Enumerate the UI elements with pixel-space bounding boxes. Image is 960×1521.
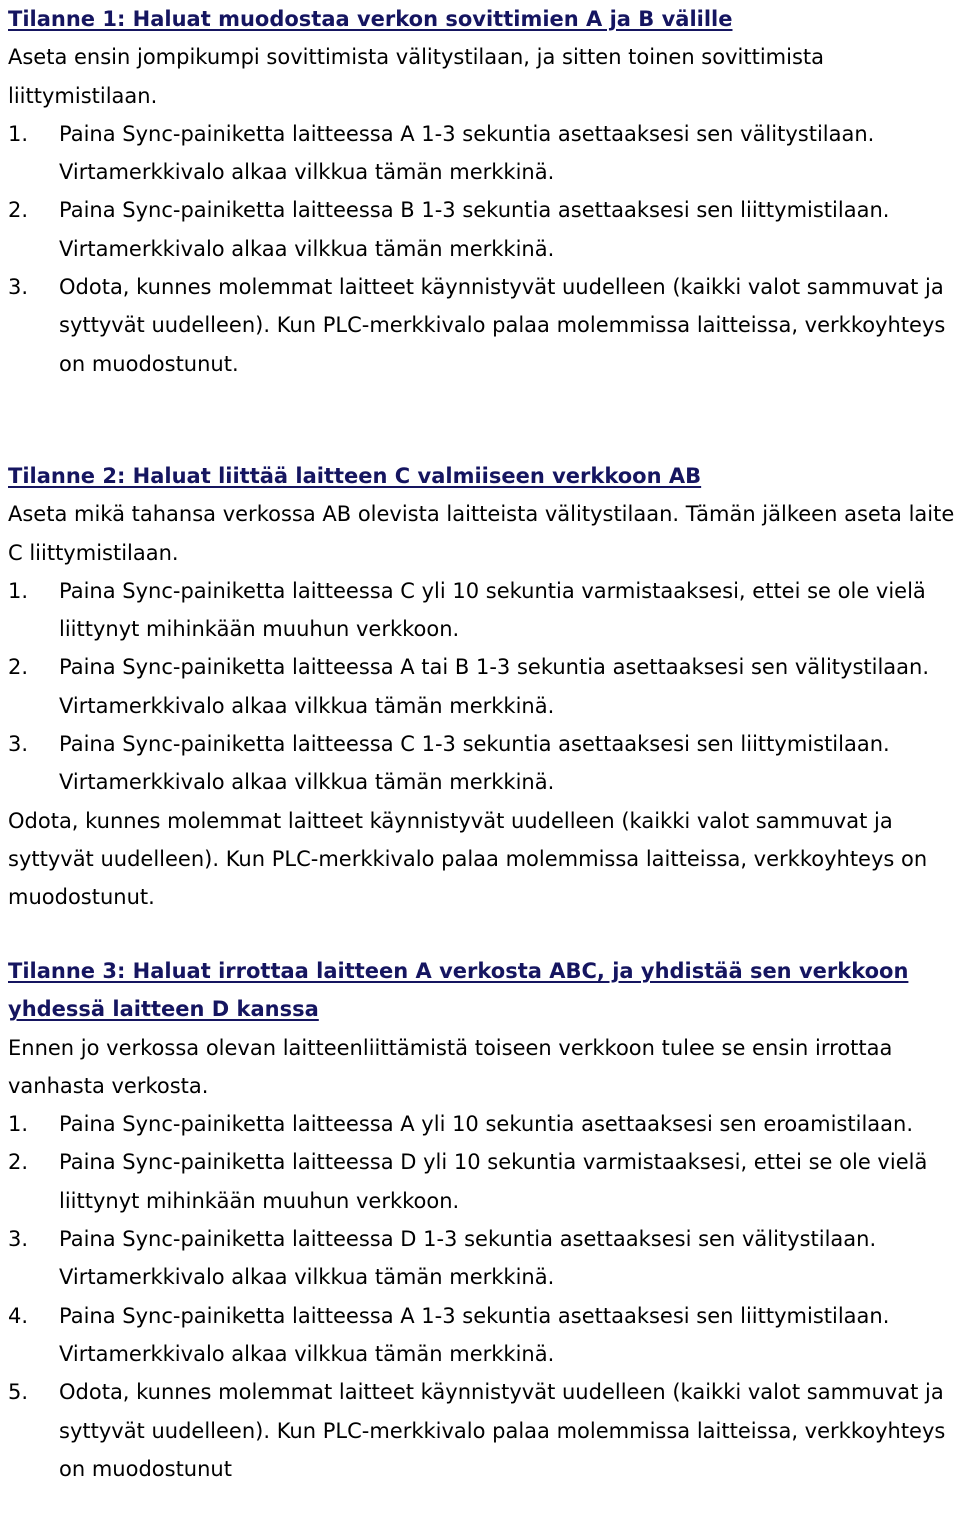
step-number: 3. (8, 275, 29, 300)
step-text: Paina Sync-painiketta laitteessa A 1-3 sekuntia asettaaksesi sen välitystilaan. Virtamerkkivalo alkaa vilkkua tämän merkkinä. (59, 121, 875, 185)
list-item (8, 572, 960, 649)
list-item (8, 1373, 960, 1488)
step-number: 3. (8, 1227, 29, 1252)
section-heading: Tilanne 2: Haluat liittää laitteen C valmiiseen verkkoon AB (8, 464, 702, 488)
section-heading: Tilanne 3: Haluat irrottaa laitteen A verkosta ABC, ja yhdistää sen verkkoon yhdessä laitteen D kanssa (8, 959, 909, 1022)
step-number: 1. (8, 121, 29, 146)
list-item (8, 725, 960, 802)
step-number: 4. (8, 1303, 29, 1328)
step-text: Paina Sync-painiketta laitteessa B 1-3 sekuntia asettaaksesi sen liittymistilaan. Virtamerkkivalo alkaa vilkkua tämän merkkinä. (59, 198, 890, 261)
step-text: Paina Sync-painiketta laitteessa D 1-3 sekuntia asettaaksesi sen välitystilaan. Virtamerkkivalo alkaa vilkkua tämän merkkinä. (59, 1227, 877, 1290)
list-item (8, 1105, 960, 1143)
list-item (8, 1220, 960, 1297)
list-item (8, 268, 960, 383)
step-number: 1. (8, 578, 29, 603)
step-text: Paina Sync-painiketta laitteessa C 1-3 sekuntia asettaaksesi sen liittymistilaan. Virtamerkkivalo alkaa vilkkua tämän merkkinä. (59, 732, 890, 795)
section-outro: Odota, kunnes molemmat laitteet käynnistyvät uudelleen (kaikki valot sammuvat ja syttyvät uudelleen). Kun PLC-merkkivalo palaa molemmissa laitteissa, verkkoyhteys on muodostunut. (8, 808, 928, 910)
list-item (8, 115, 960, 192)
section-heading: Tilanne 1: Haluat muodostaa verkon sovittimien A ja B välille (8, 7, 733, 31)
step-number: 5. (8, 1380, 29, 1405)
step-number: 2. (8, 655, 29, 680)
step-number: 2. (8, 198, 29, 223)
list-item (8, 191, 960, 268)
step-number: 3. (8, 732, 29, 757)
step-number: 1. (8, 1112, 29, 1137)
step-text: Paina Sync-painiketta laitteessa A tai B 1-3 sekuntia asettaaksesi sen välitystilaan. Virtamerkkivalo alkaa vilkkua tämän merkkinä. (59, 655, 930, 718)
step-text: Paina Sync-painiketta laitteessa A 1-3 sekuntia asettaaksesi sen liittymistilaan. Virtamerkkivalo alkaa vilkkua tämän merkkinä. (59, 1303, 890, 1366)
step-text: Paina Sync-painiketta laitteessa C yli 10 sekuntia varmistaaksesi, ettei se ole vielä liittynyt mihinkään muuhun verkkoon. (59, 578, 926, 642)
section-tilanne-1 (8, 0, 960, 383)
step-text: Odota, kunnes molemmat laitteet käynnistyvät uudelleen (kaikki valot sammuvat ja syttyvät uudelleen). Kun PLC-merkkivalo palaa molemmissa laitteissa, verkkoyhteys on muodostunut (59, 1380, 946, 1481)
list-item (8, 648, 960, 725)
section-intro: Aseta mikä tahansa verkossa AB olevista laitteista välitystilaan. Tämän jälkeen aseta laite C liittymistilaan. (8, 502, 955, 565)
section-intro: Ennen jo verkossa olevan laitteenliittämistä toiseen verkkoon tulee se ensin irrottaa vanhasta verkosta. (8, 1035, 893, 1098)
step-text: Paina Sync-painiketta laitteessa A yli 10 sekuntia asettaaksesi sen eroamistilaan. (59, 1112, 913, 1137)
list-item (8, 1143, 960, 1220)
section-tilanne-2 (8, 457, 960, 917)
step-number: 2. (8, 1150, 29, 1175)
step-text: Paina Sync-painiketta laitteessa D yli 10 sekuntia varmistaaksesi, ettei se ole vielä liittynyt mihinkään muuhun verkkoon. (59, 1150, 928, 1213)
section-tilanne-3 (8, 952, 960, 1488)
section-intro: Aseta ensin jompikumpi sovittimista välitystilaan, ja sitten toinen sovittimista liittymistilaan. (8, 45, 824, 108)
list-item (8, 1297, 960, 1374)
step-text: Odota, kunnes molemmat laitteet käynnistyvät uudelleen (kaikki valot sammuvat ja syttyvät uudelleen). Kun PLC-merkkivalo palaa molemmissa laitteissa, verkkoyhteys on muodostunut. (59, 275, 946, 376)
